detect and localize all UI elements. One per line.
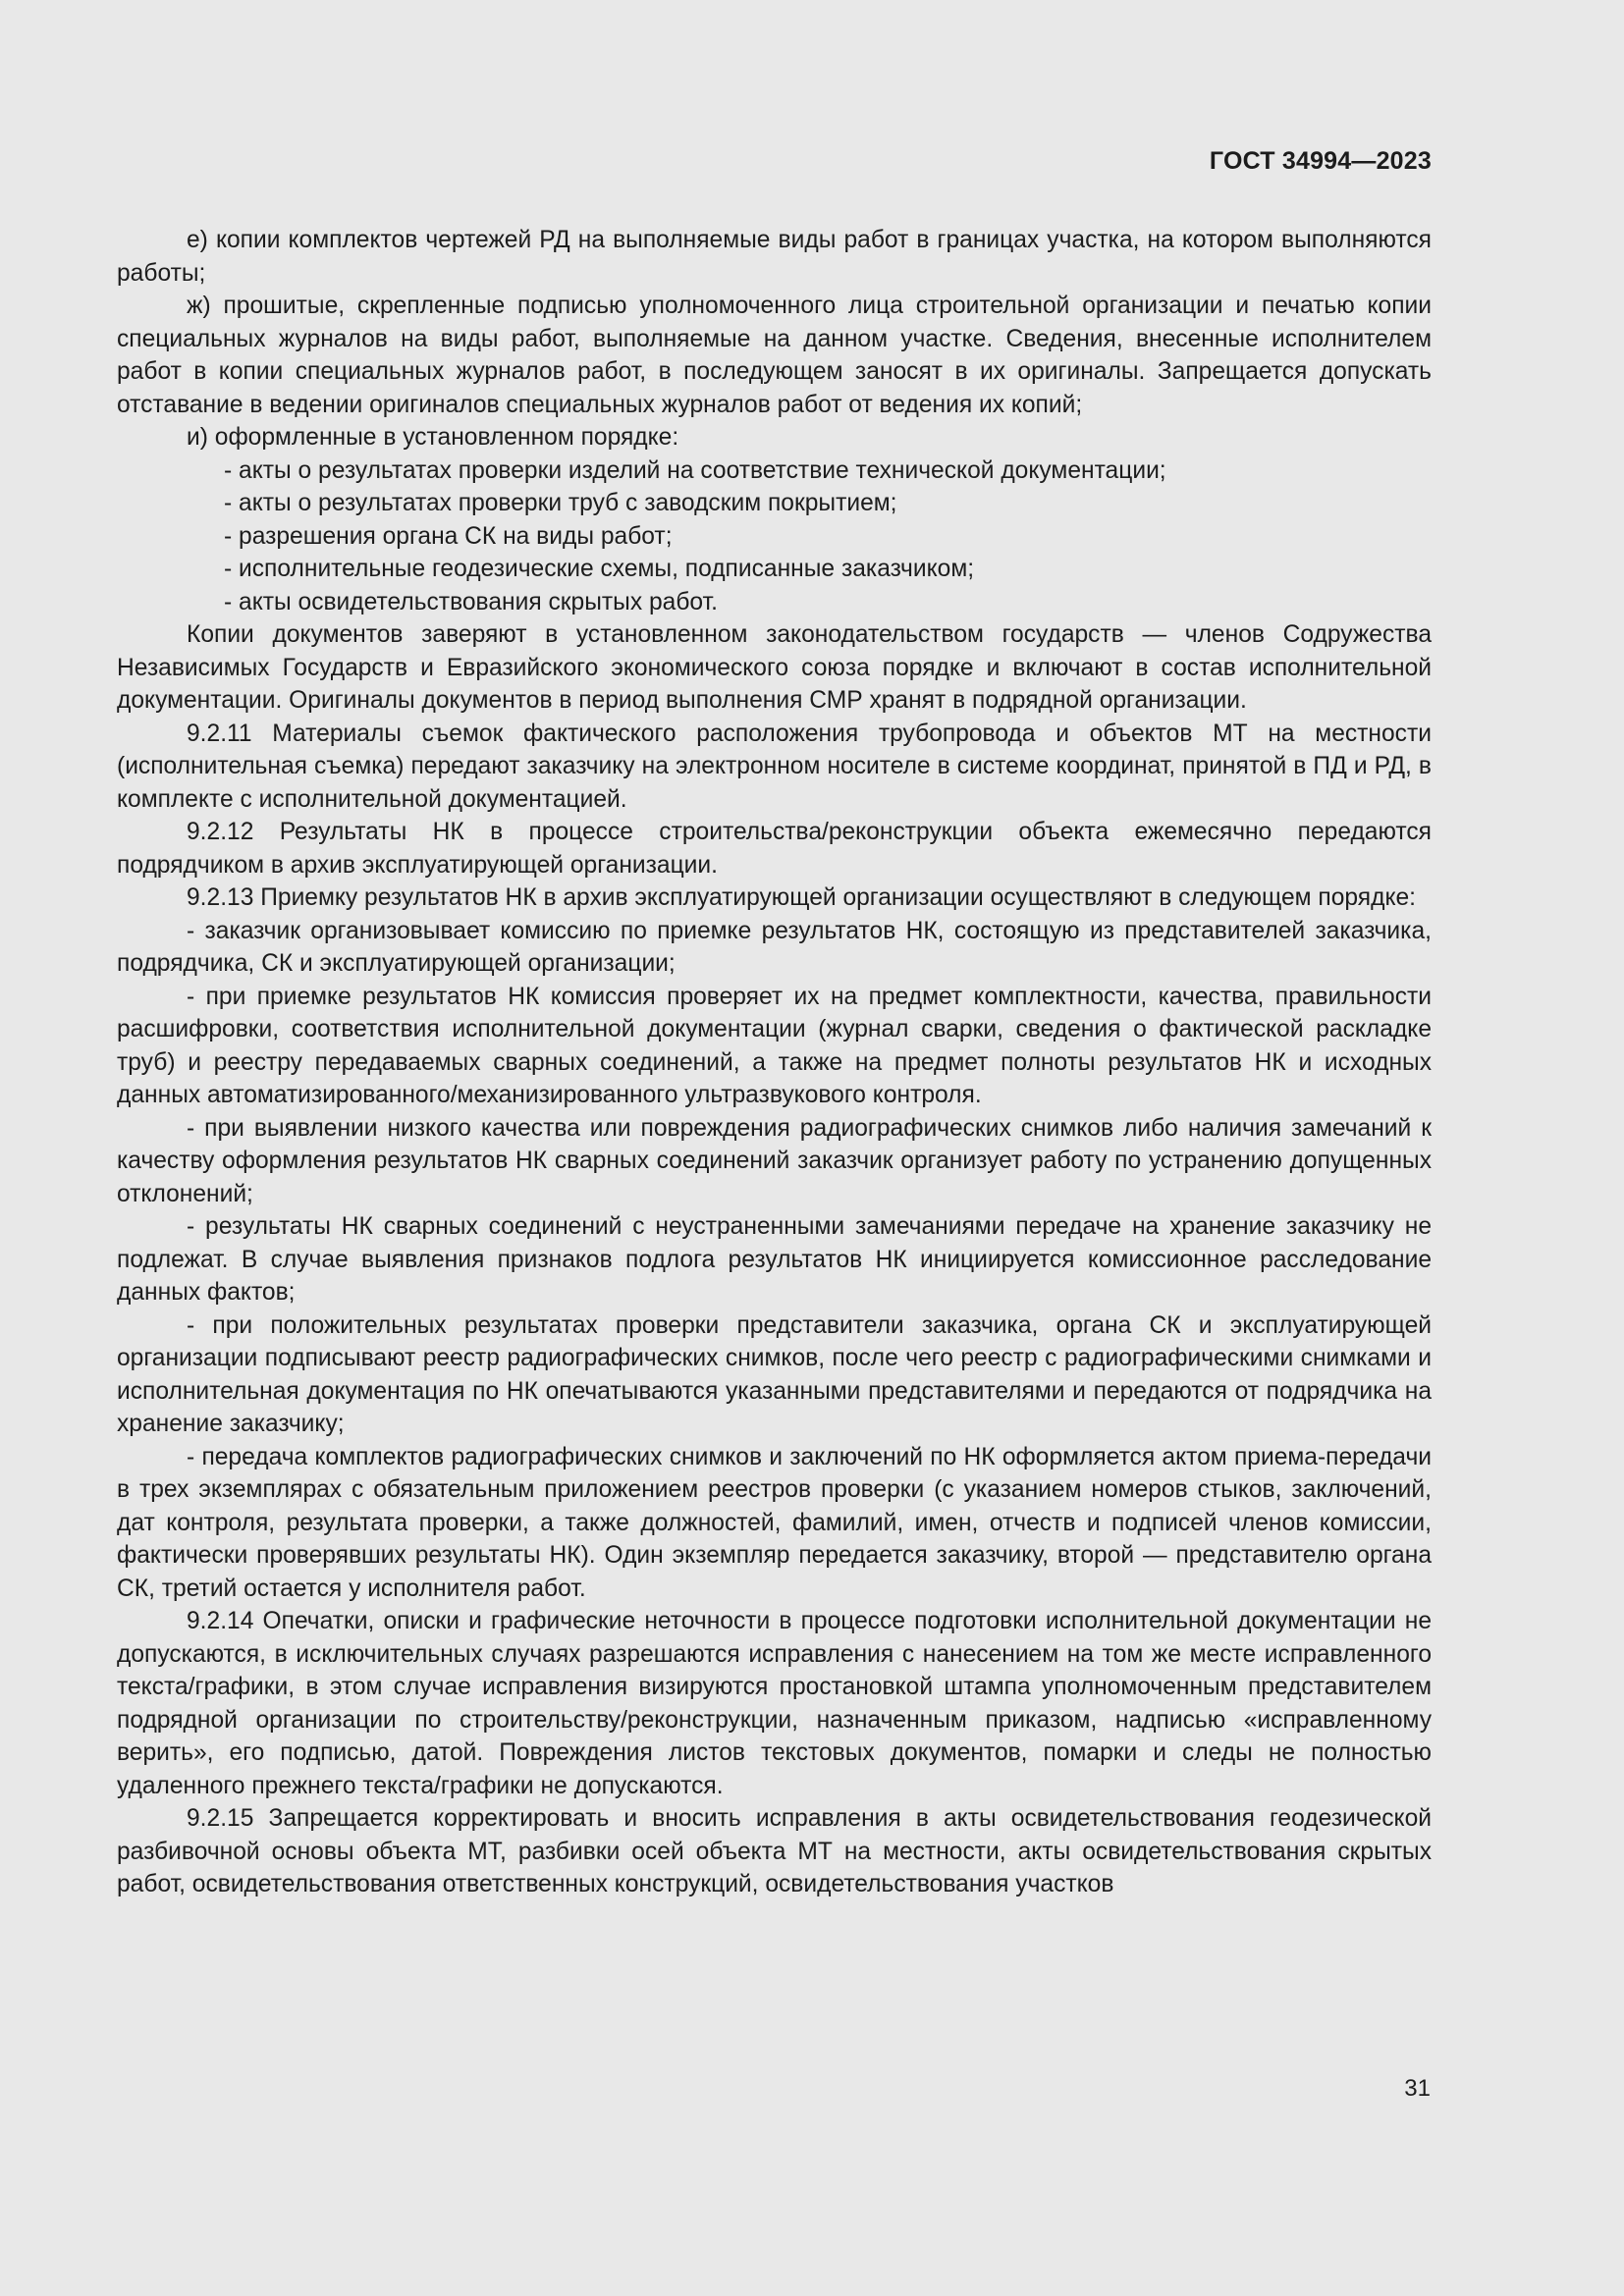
page-number: 31 xyxy=(1404,2075,1431,2102)
clause-9-2-12: 9.2.12 Результаты НК в процессе строительства/реконструкции объекта ежемесячно передаются подрядчиком в архив эксплуатирующей организации. xyxy=(117,819,1432,879)
paragraph-item-zh: ж) прошитые, скрепленные подписью уполномоченного лица строительной организации и печатью копии специальных журналов на виды работ, выполняемые на данном участке. Сведения, внесенные исполнителем работ в копии специальных журналов работ, в последующем заносят в их оригиналы. Запрещается допускать отставание в ведении оригиналов специальных журналов работ от ведения их копий; xyxy=(117,293,1432,418)
dash-item: - передача комплектов радиографических снимков и заключений по НК оформляется актом приема-передачи в трех экземплярах с обязательным приложением реестров проверки (с указанием номеров стыков, заключений, дат контроля, результата проверки, а также должностей, фамилий, имен, отчеств и подписей членов комиссии, фактически проверявших результаты НК). Один экземпляр передается заказчику, второй — представителю органа СК, третий остается у исполнителя работ. xyxy=(117,1443,1432,1602)
dash-item: - при выявлении низкого качества или повреждения радиографических снимков либо наличия замечаний к качеству оформления результатов НК сварных соединений заказчик организует работу по устранению допущенных отклонений; xyxy=(117,1114,1432,1207)
document-body xyxy=(117,224,1432,1901)
dash-item: - при положительных результатах проверки представители заказчика, органа СК и эксплуатирующей организации подписывают реестр радиографических снимков, после чего реестр с радиографическими снимками и исполнительная документация по НК опечатываются указанными представителями и передаются от подрядчика на хранение заказчику; xyxy=(117,1311,1432,1437)
list-item: - акты о результатах проверки труб с заводским покрытием; xyxy=(224,490,897,516)
list-item: - акты освидетельствования скрытых работ. xyxy=(224,588,718,615)
document-header: ГОСТ 34994—2023 xyxy=(1209,147,1432,175)
clause-9-2-14: 9.2.14 Опечатки, описки и графические неточности в процессе подготовки исполнительной документации не допускаются, в исключительных случаях разрешаются исправления с нанесением на том же месте исправленного текста/графики, в этом случае исправления визируются простановкой штампа уполномоченным представителем подрядной организации по строительству/реконструкции, назначенным приказом, надписью «исправленному верить», его подписью, датой. Повреждения листов текстовых документов, помарки и следы не полностью удаленного прежнего текста/графики не допускаются. xyxy=(117,1608,1432,1799)
list-item: - разрешения органа СК на виды работ; xyxy=(224,522,673,550)
clause-9-2-13: 9.2.13 Приемку результатов НК в архив эксплуатирующей организации осуществляют в следующем порядке: xyxy=(187,884,1416,911)
dash-item: - при приемке результатов НК комиссия проверяет их на предмет комплектности, качества, правильности расшифровки, соответствия исполнительной документации (журнал сварки, сведения о фактической раскладке труб) и реестру передаваемых сварных соединений, а также на предмет полноты результатов НК и исходных данных автоматизированного/механизированного ультразвукового контроля. xyxy=(117,983,1432,1108)
dash-item: - результаты НК сварных соединений с неустраненными замечаниями передаче на хранение заказчику не подлежат. В случае выявления признаков подлога результатов НК инициируется комиссионное расследование данных фактов; xyxy=(117,1213,1432,1306)
list-item: - акты о результатах проверки изделий на соответствие технической документации; xyxy=(224,456,1166,484)
paragraph-item-e: е) копии комплектов чертежей РД на выполняемые виды работ в границах участка, на котором выполняются работы; xyxy=(117,227,1432,287)
list-item: - исполнительные геодезические схемы, подписанные заказчиком; xyxy=(224,556,975,582)
clause-9-2-11: 9.2.11 Материалы съемок фактического расположения трубопровода и объектов МТ на местности (исполнительная съемка) передают заказчику на электронном носителе в системе координат, принятой в ПД и РД, в комплекте с исполнительной документацией. xyxy=(117,720,1432,813)
dash-item: - заказчик организовывает комиссию по приемке результатов НК, состоящую из представителей заказчика, подрядчика, СК и эксплуатирующей организации; xyxy=(117,917,1432,977)
clause-9-2-15: 9.2.15 Запрещается корректировать и вносить исправления в акты освидетельствования геодезической разбивочной основы объекта МТ, разбивки осей объекта МТ на местности, акты освидетельствования скрытых работ, освидетельствования ответственных конструкций, освидетельствования участков xyxy=(117,1805,1432,1897)
paragraph-item-i: и) оформленные в установленном порядке: xyxy=(187,424,679,451)
paragraph-copies: Копии документов заверяют в установленном законодательством государств — членов Содружества Независимых Государств и Евразийского экономического союза порядке и включают в состав исполнительной документации. Оригиналы документов в период выполнения СМР хранят в подрядной организации. xyxy=(117,621,1432,714)
